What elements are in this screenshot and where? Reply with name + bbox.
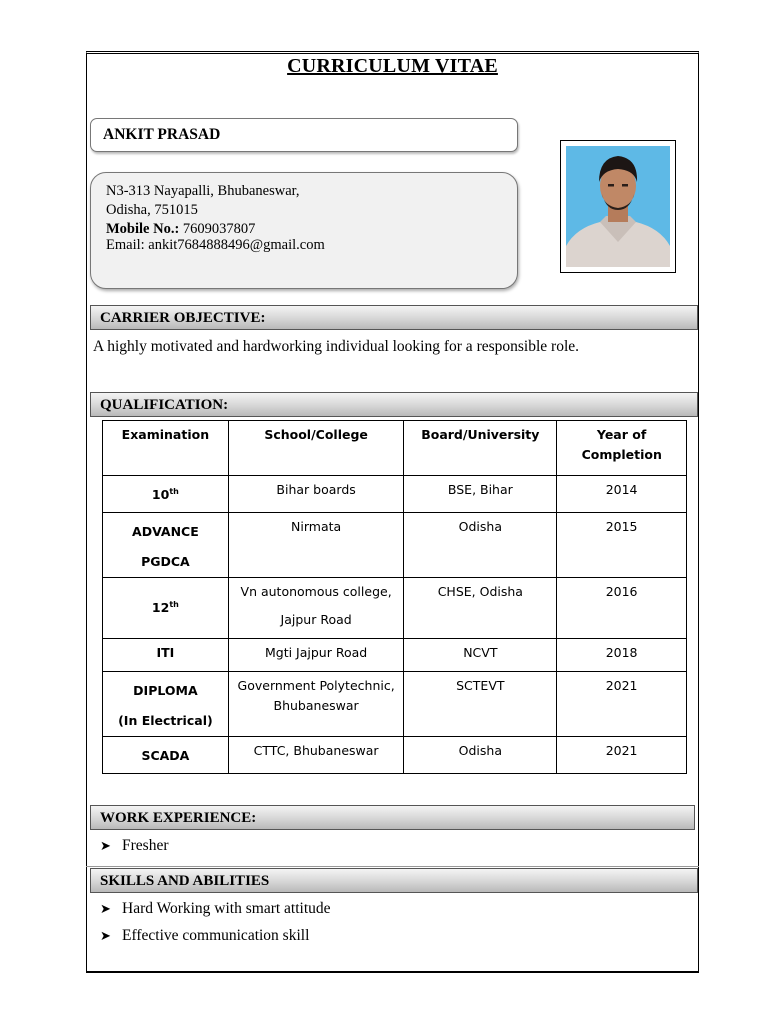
school-cell: Mgti Jajpur Road (228, 639, 404, 672)
work-experience-header: WORK EXPERIENCE: (90, 805, 695, 830)
table-row (103, 672, 687, 737)
email-line: Email: ankit7684888496@gmail.com (106, 237, 325, 253)
table-header-row (103, 421, 687, 476)
table-row (103, 639, 687, 672)
exam-cell: ADVANCE PGDCA (103, 513, 229, 578)
column-header: Year of Completion (557, 421, 687, 476)
qualification-table (102, 420, 687, 774)
objective-header: CARRIER OBJECTIVE: (90, 305, 698, 330)
arrowhead-bullet-icon: ➤ (100, 838, 111, 853)
board-cell: CHSE, Odisha (404, 578, 557, 639)
year-cell: 2021 (557, 737, 687, 774)
arrowhead-bullet-icon: ➤ (100, 928, 111, 943)
school-cell: CTTC, Bhubaneswar (228, 737, 404, 774)
exam-cell: 10th (103, 476, 229, 513)
list-item: ➤ Effective communication skill (100, 927, 310, 944)
arrowhead-bullet-icon: ➤ (100, 901, 111, 916)
school-cell: Vn autonomous college, Jajpur Road (228, 578, 404, 639)
address-line-1: N3-313 Nayapalli, Bhubaneswar, (106, 183, 300, 199)
column-header: Examination (103, 421, 229, 476)
year-cell: 2018 (557, 639, 687, 672)
address-line-2: Odisha, 751015 (106, 202, 198, 218)
mobile-label: Mobile No.: (106, 221, 180, 237)
table-row (103, 737, 687, 774)
photo-frame (560, 140, 676, 273)
board-cell: Odisha (404, 737, 557, 774)
name-box (90, 118, 518, 152)
year-cell: 2015 (557, 513, 687, 578)
skills-header: SKILLS AND ABILITIES (90, 868, 698, 893)
column-header: School/College (228, 421, 404, 476)
exam-cell: 12th (103, 578, 229, 639)
qualification-header: QUALIFICATION: (90, 392, 698, 417)
list-item: ➤ Fresher (100, 837, 169, 854)
table-row (103, 476, 687, 513)
table-row (103, 578, 687, 639)
year-cell: 2014 (557, 476, 687, 513)
column-header: Board/University (404, 421, 557, 476)
mobile-number: 7609037807 (179, 221, 256, 237)
person-portrait-icon (566, 146, 670, 267)
board-cell: Odisha (404, 513, 557, 578)
board-cell: SCTEVT (404, 672, 557, 737)
divider (86, 866, 699, 867)
objective-text: A highly motivated and hardworking individual looking for a responsible role. (93, 338, 580, 355)
school-cell: Nirmata (228, 513, 404, 578)
year-cell: 2016 (557, 578, 687, 639)
document-title: CURRICULUM VITAE (287, 55, 498, 77)
school-cell: Government Polytechnic, Bhubaneswar (228, 672, 404, 737)
table-row (103, 513, 687, 578)
exam-cell: SCADA (103, 737, 229, 774)
school-cell: Bihar boards (228, 476, 404, 513)
board-cell: NCVT (404, 639, 557, 672)
list-item: ➤ Hard Working with smart attitude (100, 900, 331, 917)
contact-box (90, 172, 518, 289)
board-cell: BSE, Bihar (404, 476, 557, 513)
profile-photo (566, 146, 670, 267)
exam-cell: DIPLOMA (In Electrical) (103, 672, 229, 737)
candidate-name: ANKIT PRASAD (103, 126, 221, 143)
exam-cell: ITI (103, 639, 229, 672)
year-cell: 2021 (557, 672, 687, 737)
